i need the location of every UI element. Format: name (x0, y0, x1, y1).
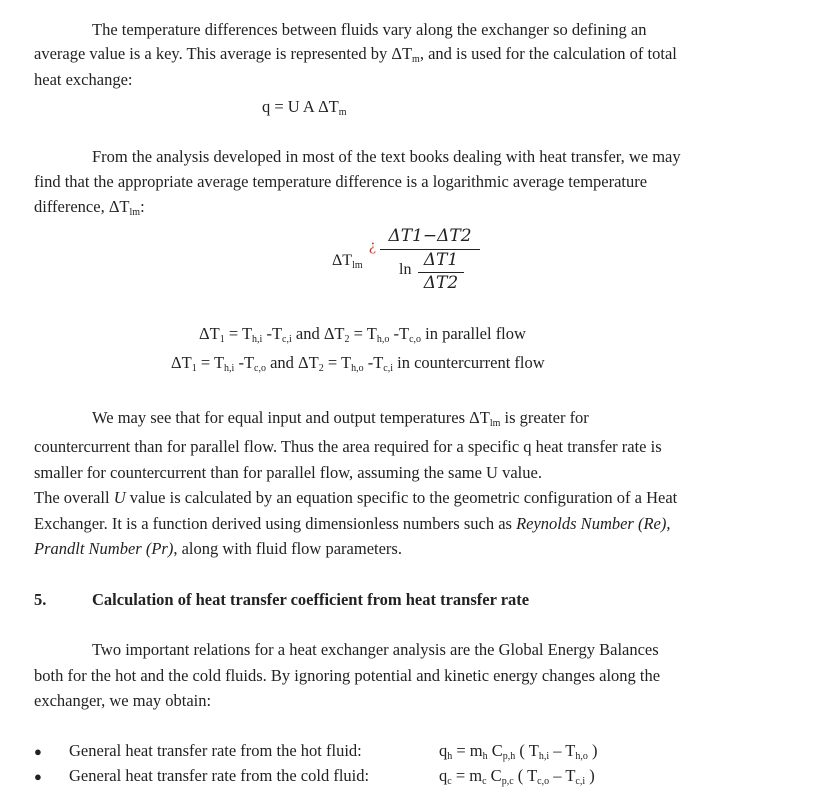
p3-line5-italic: Reynolds Number (Re), (516, 514, 671, 533)
def2-e: = T (323, 353, 352, 372)
definition-countercurrent-flow (171, 353, 545, 373)
b1-t1: ( T (513, 766, 538, 785)
def1-b-sub: h,i (252, 334, 263, 345)
p1-line3: heat exchange: (34, 70, 133, 89)
def1-c: -T (262, 324, 283, 343)
b0-t1: ( T (515, 741, 539, 760)
def2-c: -T (234, 353, 255, 372)
p3-line2: countercurrent than for parallel flow. Thus the area required for a specific q heat transfer rate is (34, 437, 662, 456)
p2-line3-colon: : (140, 197, 145, 216)
section-title: Calculation of heat transfer coefficient from heat transfer rate (92, 590, 530, 609)
b1-t2-sub: c,i (575, 776, 586, 787)
lmtd-lhs-sub: lm (352, 260, 363, 271)
lmtd-ln: ln (399, 261, 412, 278)
def1-c-sub: c,i (282, 334, 292, 345)
def2-a-sub: 1 (191, 363, 197, 374)
bullet-hot-equation (439, 741, 598, 761)
p1-line2-text: average value is a key. This average is represented by ΔT (34, 44, 413, 63)
p3-line4-text: The overall (34, 488, 114, 507)
b1-m: = m (451, 766, 483, 785)
section-number: 5. (34, 590, 47, 609)
def2-f-sub: c,i (383, 363, 394, 374)
p4-line2: both for the hot and the cold fluids. By ignoring potential and kinetic energy changes along the (34, 666, 661, 685)
p4-line1: Two important relations for a heat exchanger analysis are the Global Energy Balances (92, 640, 659, 659)
b1-q-sub: c (447, 776, 452, 787)
p3-line5 (34, 514, 671, 534)
b0-t2: – T (549, 741, 576, 760)
p3-line1-text: We may see that for equal input and output temperatures ΔT (92, 408, 490, 427)
p4-line3: exchanger, we may obtain: (34, 691, 212, 710)
p2-line3-sub: lm (129, 207, 141, 218)
def1-e-sub: h,o (376, 334, 390, 345)
p3-line1-sub: lm (489, 418, 501, 429)
def2-e-sub: h,o (351, 363, 364, 374)
bullet-icon: ● (34, 769, 42, 784)
p3-line1 (92, 408, 589, 428)
def2-b: = T (196, 353, 225, 372)
eq1-sub: m (338, 107, 347, 118)
def1-f-sub: c,o (409, 334, 422, 345)
lmtd-inner-denominator: ΔT2 (423, 273, 459, 293)
def1-b: = T (224, 324, 253, 343)
p3-line1-end: is greater for (500, 408, 589, 427)
lmtd-inner-numerator: ΔT1 (423, 250, 459, 270)
bullet-icon: ● (34, 744, 42, 759)
p1-line2-text-end: , and is used for the calculation of total (419, 44, 677, 63)
lmtd-marker: ¿ (369, 237, 377, 254)
p3-line4 (34, 488, 677, 508)
p2-line3-text: difference, ΔT (34, 197, 130, 216)
p3-line3: smaller for countercurrent than for parallel flow, assuming the same U value. (34, 463, 542, 482)
def2-d: and ΔT (265, 353, 319, 372)
b0-close: ) (587, 741, 598, 760)
def2-c-sub: c,o (254, 363, 266, 374)
p3-line4-italic: U (113, 488, 126, 507)
def2-b-sub: h,i (224, 363, 235, 374)
lmtd-numerator: ΔT1−ΔT2 (388, 226, 472, 246)
b1-c-sub: p,c (501, 776, 514, 787)
p2-line1: From the analysis developed in most of the text books dealing with heat transfer, we may (92, 147, 681, 166)
p2-line3 (34, 197, 145, 217)
b0-m-sub: h (482, 751, 488, 762)
p1-line2 (34, 44, 677, 64)
bullet-hot-label: General heat transfer rate from the hot fluid: (69, 741, 362, 760)
def1-g: in parallel flow (421, 324, 526, 343)
def2-a: ΔT (171, 353, 192, 372)
p3-line6 (34, 539, 402, 559)
def2-f: -T (363, 353, 384, 372)
b0-t1-sub: h,i (538, 751, 550, 762)
def1-e: = T (349, 324, 377, 343)
def1-d: and ΔT (291, 324, 345, 343)
p1-line2-sub: m (412, 54, 420, 65)
b1-q: q (439, 766, 448, 785)
equation-q-uadt (262, 97, 347, 117)
b0-m: = m (452, 741, 483, 760)
lmtd-lhs-text: ΔT (332, 252, 353, 269)
b0-c-sub: p,h (502, 751, 516, 762)
p3-line6-end: , along with fluid flow parameters. (173, 539, 402, 558)
p1-line1: The temperature differences between fluids vary along the exchanger so defining an (92, 20, 647, 39)
def2-g: in countercurrent flow (393, 353, 545, 372)
bullet-cold-label: General heat transfer rate from the cold fluid: (69, 766, 370, 785)
def1-d-sub: 2 (344, 334, 350, 345)
p2-line2: find that the appropriate average temperature difference is a logarithmic average temperature (34, 172, 648, 191)
def2-d-sub: 2 (318, 363, 324, 374)
definition-parallel-flow (199, 324, 526, 344)
b1-close: ) (585, 766, 595, 785)
def1-f: -T (389, 324, 410, 343)
b0-c: C (487, 741, 503, 760)
def1-a: ΔT (199, 324, 220, 343)
eq1-main: q = U A ΔT (262, 97, 339, 116)
b1-t1-sub: c,o (537, 776, 550, 787)
p3-line4-end: value is calculated by an equation specific to the geometric configuration of a Heat (125, 488, 678, 507)
b0-t2-sub: h,o (575, 751, 588, 762)
def1-a-sub: 1 (219, 334, 225, 345)
b0-q-sub: h (447, 751, 453, 762)
b1-c: C (486, 766, 502, 785)
p3-line6-italic: Prandlt Number (Pr) (34, 539, 174, 558)
b1-t2: – T (549, 766, 576, 785)
bullet-cold-equation (439, 766, 595, 786)
b0-q: q (439, 741, 448, 760)
lmtd-lhs (332, 251, 363, 271)
b1-m-sub: c (482, 776, 487, 787)
p3-line5-text: Exchanger. It is a function derived using dimensionless numbers such as (34, 514, 517, 533)
